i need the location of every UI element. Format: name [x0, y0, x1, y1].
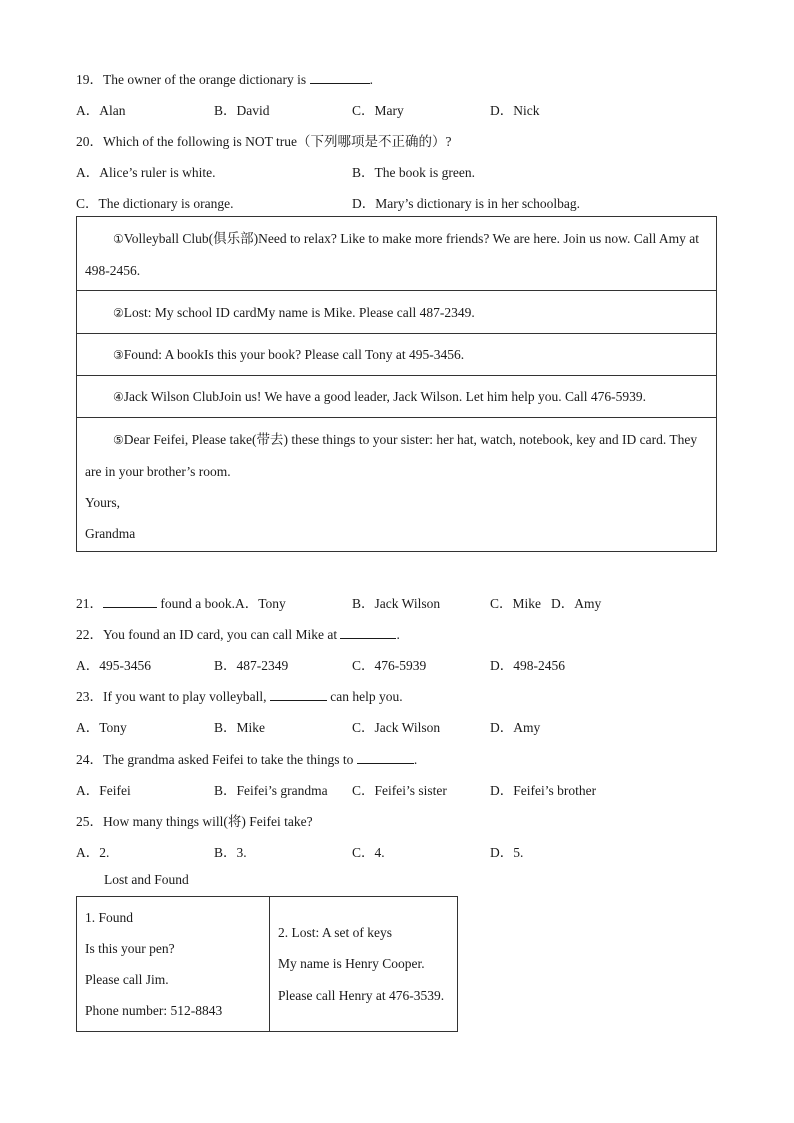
option-23-b[interactable]: B．Mike — [214, 720, 266, 735]
option-25-a[interactable]: A．2. — [76, 845, 110, 860]
circled-number-5: ⑤ — [113, 433, 124, 447]
circled-number-4: ④ — [113, 390, 124, 404]
option-25-d[interactable]: D．5. — [490, 845, 524, 860]
letter-signature: Grandma — [85, 526, 136, 541]
notice-body: Found: A bookIs this your book? Please call Tony at 495-3456. — [123, 347, 465, 362]
question-number: 22． — [76, 627, 103, 642]
circled-number-1: ① — [113, 232, 124, 246]
question-number: 21． — [76, 596, 103, 611]
question-number: 20． — [76, 134, 103, 149]
found-cell — [77, 897, 270, 1031]
lost-phone: Please call Henry at 476-3539. — [278, 988, 445, 1003]
option-22-a[interactable]: A．495-3456 — [76, 658, 151, 673]
circled-number-3: ③ — [113, 348, 124, 362]
option-20-c[interactable]: C．The dictionary is orange. — [76, 196, 234, 211]
answer-blank[interactable] — [103, 595, 157, 608]
letter-closing: Yours, — [85, 495, 121, 510]
question-stem: If you want to play volleyball, — [103, 689, 270, 704]
option-19-b[interactable]: B．David — [214, 103, 270, 118]
question-stem: How many things will(将) Feifei take? — [103, 814, 313, 829]
question-stem: found a book. — [157, 596, 235, 611]
option-25-b[interactable]: B．3. — [214, 845, 247, 860]
notice-body: Jack Wilson ClubJoin us! We have a good leader, Jack Wilson. Let him help you. Call 476-5939. — [123, 389, 646, 404]
question-stem-end: can help you. — [326, 689, 403, 704]
question-22 — [76, 623, 400, 643]
option-19-d[interactable]: D．Nick — [490, 103, 540, 118]
option-19-a[interactable]: A．Alan — [76, 103, 126, 118]
notice-text — [85, 297, 708, 329]
option-22-b[interactable]: B．487-2349 — [214, 658, 289, 673]
notice-row-3 — [77, 333, 716, 375]
question-number: 24． — [76, 752, 103, 767]
notice-row-4 — [77, 375, 716, 417]
question-24 — [76, 748, 417, 768]
option-21-c[interactable]: C．Mike — [490, 596, 542, 611]
question-number: 19． — [76, 72, 103, 87]
option-20-b[interactable]: B．The book is green. — [352, 165, 475, 180]
option-21-d[interactable]: D．Amy — [551, 596, 602, 611]
option-21-a[interactable]: A．Tony — [235, 596, 286, 611]
circled-number-2: ② — [113, 306, 124, 320]
found-line: Is this your pen? — [85, 941, 175, 956]
option-24-b[interactable]: B．Feifei’s grandma — [214, 783, 328, 798]
option-21-b[interactable]: B．Jack Wilson — [352, 596, 441, 611]
question-number: 25． — [76, 814, 103, 829]
question-stem-end: . — [396, 627, 400, 642]
question-stem: Which of the following is NOT true（下列哪项是不正确的）? — [103, 134, 452, 149]
lost-heading: 2. Lost: A set of keys — [278, 925, 392, 940]
lost-found-title: Lost and Found — [104, 872, 189, 887]
notice-body: Lost: My school ID cardMy name is Mike. Please call 487-2349. — [123, 305, 475, 320]
found-heading: 1. Found — [85, 910, 134, 925]
notice-text — [85, 424, 708, 549]
notice-text — [85, 381, 708, 413]
answer-blank[interactable] — [270, 688, 327, 701]
option-24-c[interactable]: C．Feifei’s sister — [352, 783, 447, 798]
option-20-a[interactable]: A．Alice’s ruler is white. — [76, 165, 216, 180]
option-22-d[interactable]: D．498-2456 — [490, 658, 565, 673]
question-stem-end: . — [413, 752, 418, 767]
question-20 — [76, 130, 451, 150]
notice-text — [85, 223, 708, 286]
option-23-a[interactable]: A．Tony — [76, 720, 127, 735]
question-stem: You found an ID card, you can call Mike at — [103, 627, 341, 642]
notice-row-2 — [77, 290, 716, 333]
question-25 — [76, 810, 313, 830]
answer-blank[interactable] — [340, 626, 396, 639]
question-stem: The owner of the orange dictionary is — [103, 72, 310, 87]
notice-row-1 — [77, 217, 716, 290]
option-22-c[interactable]: C．476-5939 — [352, 658, 427, 673]
notices-box — [76, 216, 717, 552]
notice-text — [85, 339, 708, 371]
question-stem: The grandma asked Feifei to take the things to — [103, 752, 357, 767]
lost-line: My name is Henry Cooper. — [278, 956, 425, 971]
found-line: Please call Jim. — [85, 972, 169, 987]
option-24-d[interactable]: D．Feifei’s brother — [490, 783, 597, 798]
option-25-c[interactable]: C．4. — [352, 845, 385, 860]
question-19 — [76, 68, 373, 88]
notice-body: Dear Feifei, Please take(带去) these things to your sister: her hat, watch, notebook, key and ID card. They are in your brother’s room. — [85, 432, 698, 479]
notice-row-5 — [77, 417, 716, 551]
option-23-d[interactable]: D．Amy — [490, 720, 541, 735]
lost-found-table — [76, 896, 458, 1032]
question-21 — [76, 592, 286, 612]
lost-cell — [270, 897, 457, 1031]
found-phone: Phone number: 512-8843 — [85, 1003, 223, 1018]
option-23-c[interactable]: C．Jack Wilson — [352, 720, 441, 735]
option-24-a[interactable]: A．Feifei — [76, 783, 131, 798]
answer-blank[interactable] — [357, 751, 414, 764]
answer-blank[interactable] — [310, 71, 370, 84]
question-23 — [76, 685, 403, 705]
question-number: 23． — [76, 689, 103, 704]
notice-body: Volleyball Club(俱乐部)Need to relax? Like to make more friends? We are here. Join us now. Call Amy at 498-2456. — [85, 231, 700, 278]
option-20-d[interactable]: D．Mary’s dictionary is in her schoolbag. — [352, 196, 580, 211]
option-19-c[interactable]: C．Mary — [352, 103, 404, 118]
question-stem-end: . — [369, 72, 373, 87]
